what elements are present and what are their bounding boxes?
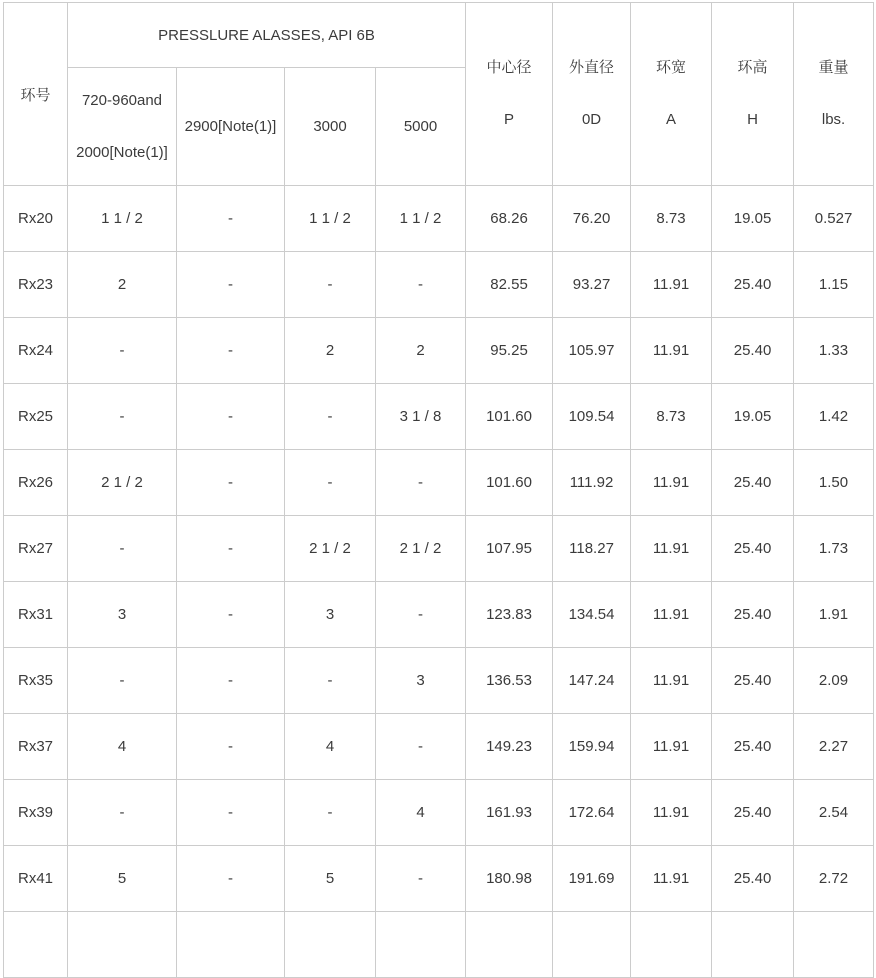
cell-ring-height: 25.40 xyxy=(712,648,794,714)
header-weight xyxy=(794,3,874,186)
header-ring-number xyxy=(4,3,68,186)
cell-outer-diameter: 147.24 xyxy=(553,648,631,714)
cell-ring-height: 25.40 xyxy=(712,252,794,318)
header-outer-diameter-symbol: 0D xyxy=(581,111,602,128)
cell-ring-width xyxy=(631,912,712,978)
cell-weight: 2.09 xyxy=(794,648,874,714)
cell-class-3000: - xyxy=(285,450,376,516)
cell-ring-width: 8.73 xyxy=(631,186,712,252)
cell-class-2900: - xyxy=(177,648,285,714)
cell-weight: 1.15 xyxy=(794,252,874,318)
header-outer-diameter xyxy=(553,3,631,186)
cell-class-3000: - xyxy=(285,384,376,450)
cell-class-5000: 4 xyxy=(376,780,466,846)
cell-ring-width: 11.91 xyxy=(631,318,712,384)
ring-gasket-spec-table xyxy=(3,2,874,978)
header-ring-width xyxy=(631,3,712,186)
header-class-720-2000-line1: 720-960and xyxy=(81,91,163,109)
cell-center-diameter xyxy=(466,912,553,978)
header-class-3000 xyxy=(285,68,376,186)
cell-ring-number: Rx26 xyxy=(4,450,68,516)
cell-outer-diameter: 76.20 xyxy=(553,186,631,252)
cell-ring-height: 25.40 xyxy=(712,318,794,384)
header-weight-unit: lbs. xyxy=(821,111,846,128)
cell-ring-number: Rx35 xyxy=(4,648,68,714)
cell-center-diameter: 82.55 xyxy=(466,252,553,318)
cell-weight: 0.527 xyxy=(794,186,874,252)
header-class-2900-line1: 2900[Note(1)] xyxy=(184,117,277,135)
table-body xyxy=(4,186,874,978)
cell-ring-height: 19.05 xyxy=(712,384,794,450)
header-class-720-2000-line2: 2000[Note(1)] xyxy=(76,143,168,161)
cell-ring-width: 11.91 xyxy=(631,450,712,516)
cell-ring-width: 11.91 xyxy=(631,780,712,846)
cell-class-3000: 2 xyxy=(285,318,376,384)
cell-outer-diameter: 109.54 xyxy=(553,384,631,450)
cell-weight: 1.33 xyxy=(794,318,874,384)
cell-class-2900: - xyxy=(177,450,285,516)
header-outer-diameter-cn: 外直径 xyxy=(569,59,615,76)
cell-weight: 1.42 xyxy=(794,384,874,450)
table-row-partial xyxy=(4,912,874,978)
table-row xyxy=(4,648,874,714)
cell-center-diameter: 68.26 xyxy=(466,186,553,252)
cell-class-720-2000 xyxy=(68,912,177,978)
cell-class-5000: 3 1 / 8 xyxy=(376,384,466,450)
cell-center-diameter: 101.60 xyxy=(466,384,553,450)
cell-center-diameter: 101.60 xyxy=(466,450,553,516)
cell-class-3000: 5 xyxy=(285,846,376,912)
table-row xyxy=(4,450,874,516)
cell-class-3000: 1 1 / 2 xyxy=(285,186,376,252)
table-row xyxy=(4,846,874,912)
cell-ring-width: 11.91 xyxy=(631,648,712,714)
cell-class-2900: - xyxy=(177,780,285,846)
cell-ring-width: 11.91 xyxy=(631,516,712,582)
cell-class-2900 xyxy=(177,912,285,978)
cell-class-2900: - xyxy=(177,384,285,450)
header-center-diameter xyxy=(466,3,553,186)
cell-weight: 2.54 xyxy=(794,780,874,846)
cell-ring-width: 8.73 xyxy=(631,384,712,450)
cell-center-diameter: 161.93 xyxy=(466,780,553,846)
cell-weight xyxy=(794,912,874,978)
cell-class-5000: - xyxy=(376,582,466,648)
cell-class-720-2000: 3 xyxy=(68,582,177,648)
cell-class-720-2000: - xyxy=(68,384,177,450)
cell-ring-width: 11.91 xyxy=(631,582,712,648)
table-row xyxy=(4,582,874,648)
cell-class-720-2000: 2 xyxy=(68,252,177,318)
cell-ring-number: Rx27 xyxy=(4,516,68,582)
cell-class-3000: 3 xyxy=(285,582,376,648)
cell-class-720-2000: - xyxy=(68,516,177,582)
cell-class-2900: - xyxy=(177,846,285,912)
header-ring-width-symbol: A xyxy=(666,111,677,128)
cell-center-diameter: 107.95 xyxy=(466,516,553,582)
cell-ring-number: Rx24 xyxy=(4,318,68,384)
cell-outer-diameter: 111.92 xyxy=(553,450,631,516)
header-ring-height-cn: 环高 xyxy=(737,59,768,76)
cell-center-diameter: 95.25 xyxy=(466,318,553,384)
cell-class-5000 xyxy=(376,912,466,978)
cell-outer-diameter xyxy=(553,912,631,978)
table-row xyxy=(4,714,874,780)
header-pressure-classes-label: PRESSLURE ALASSES, API 6B xyxy=(158,26,375,44)
cell-weight: 1.91 xyxy=(794,582,874,648)
cell-center-diameter: 180.98 xyxy=(466,846,553,912)
cell-class-5000: - xyxy=(376,252,466,318)
cell-class-720-2000: 1 1 / 2 xyxy=(68,186,177,252)
cell-class-5000: - xyxy=(376,714,466,780)
cell-weight: 2.27 xyxy=(794,714,874,780)
cell-ring-height: 25.40 xyxy=(712,846,794,912)
cell-class-5000: 3 xyxy=(376,648,466,714)
cell-class-2900: - xyxy=(177,252,285,318)
cell-weight: 1.73 xyxy=(794,516,874,582)
table-row xyxy=(4,516,874,582)
cell-class-2900: - xyxy=(177,516,285,582)
cell-class-3000: - xyxy=(285,252,376,318)
cell-outer-diameter: 93.27 xyxy=(553,252,631,318)
cell-ring-height: 25.40 xyxy=(712,714,794,780)
cell-outer-diameter: 134.54 xyxy=(553,582,631,648)
cell-class-720-2000: - xyxy=(68,648,177,714)
cell-class-2900: - xyxy=(177,582,285,648)
cell-weight: 1.50 xyxy=(794,450,874,516)
cell-class-3000 xyxy=(285,912,376,978)
header-class-720-2000 xyxy=(68,68,177,186)
header-class-2900 xyxy=(177,68,285,186)
cell-ring-number: Rx25 xyxy=(4,384,68,450)
cell-outer-diameter: 191.69 xyxy=(553,846,631,912)
cell-class-2900: - xyxy=(177,714,285,780)
cell-class-3000: - xyxy=(285,780,376,846)
cell-class-720-2000: 4 xyxy=(68,714,177,780)
cell-class-5000: 1 1 / 2 xyxy=(376,186,466,252)
cell-class-3000: - xyxy=(285,648,376,714)
cell-class-5000: - xyxy=(376,450,466,516)
cell-ring-number: Rx23 xyxy=(4,252,68,318)
cell-class-2900: - xyxy=(177,318,285,384)
cell-class-720-2000: 2 1 / 2 xyxy=(68,450,177,516)
cell-ring-height: 25.40 xyxy=(712,516,794,582)
header-class-5000 xyxy=(376,68,466,186)
cell-ring-number: Rx39 xyxy=(4,780,68,846)
cell-class-720-2000: - xyxy=(68,780,177,846)
header-class-3000-line1: 3000 xyxy=(313,117,347,135)
cell-ring-height: 25.40 xyxy=(712,780,794,846)
cell-outer-diameter: 172.64 xyxy=(553,780,631,846)
cell-ring-number: Rx20 xyxy=(4,186,68,252)
cell-ring-width: 11.91 xyxy=(631,846,712,912)
cell-outer-diameter: 105.97 xyxy=(553,318,631,384)
cell-outer-diameter: 118.27 xyxy=(553,516,631,582)
cell-class-5000: 2 xyxy=(376,318,466,384)
cell-class-5000: - xyxy=(376,846,466,912)
header-ring-height-symbol: H xyxy=(747,111,758,128)
cell-ring-number xyxy=(4,912,68,978)
cell-class-720-2000: 5 xyxy=(68,846,177,912)
table-row xyxy=(4,252,874,318)
table-row xyxy=(4,186,874,252)
cell-class-3000: 2 1 / 2 xyxy=(285,516,376,582)
cell-ring-number: Rx41 xyxy=(4,846,68,912)
cell-class-720-2000: - xyxy=(68,318,177,384)
cell-class-3000: 4 xyxy=(285,714,376,780)
cell-class-5000: 2 1 / 2 xyxy=(376,516,466,582)
header-ring-height xyxy=(712,3,794,186)
table-row xyxy=(4,384,874,450)
table-row xyxy=(4,318,874,384)
cell-center-diameter: 136.53 xyxy=(466,648,553,714)
cell-ring-width: 11.91 xyxy=(631,714,712,780)
cell-center-diameter: 123.83 xyxy=(466,582,553,648)
header-pressure-classes-group xyxy=(68,3,466,68)
cell-class-2900: - xyxy=(177,186,285,252)
cell-ring-height: 25.40 xyxy=(712,582,794,648)
cell-ring-height xyxy=(712,912,794,978)
cell-center-diameter: 149.23 xyxy=(466,714,553,780)
cell-weight: 2.72 xyxy=(794,846,874,912)
header-center-diameter-cn: 中心径 xyxy=(486,59,532,76)
header-ring-width-cn: 环宽 xyxy=(656,59,687,76)
header-class-5000-line1: 5000 xyxy=(403,117,438,135)
header-ring-number-label: 环号 xyxy=(20,86,51,104)
cell-ring-number: Rx31 xyxy=(4,582,68,648)
cell-ring-number: Rx37 xyxy=(4,714,68,780)
header-center-diameter-symbol: P xyxy=(504,111,515,128)
table-row xyxy=(4,780,874,846)
cell-ring-height: 19.05 xyxy=(712,186,794,252)
cell-outer-diameter: 159.94 xyxy=(553,714,631,780)
header-weight-cn: 重量 xyxy=(818,59,849,76)
cell-ring-width: 11.91 xyxy=(631,252,712,318)
cell-ring-height: 25.40 xyxy=(712,450,794,516)
